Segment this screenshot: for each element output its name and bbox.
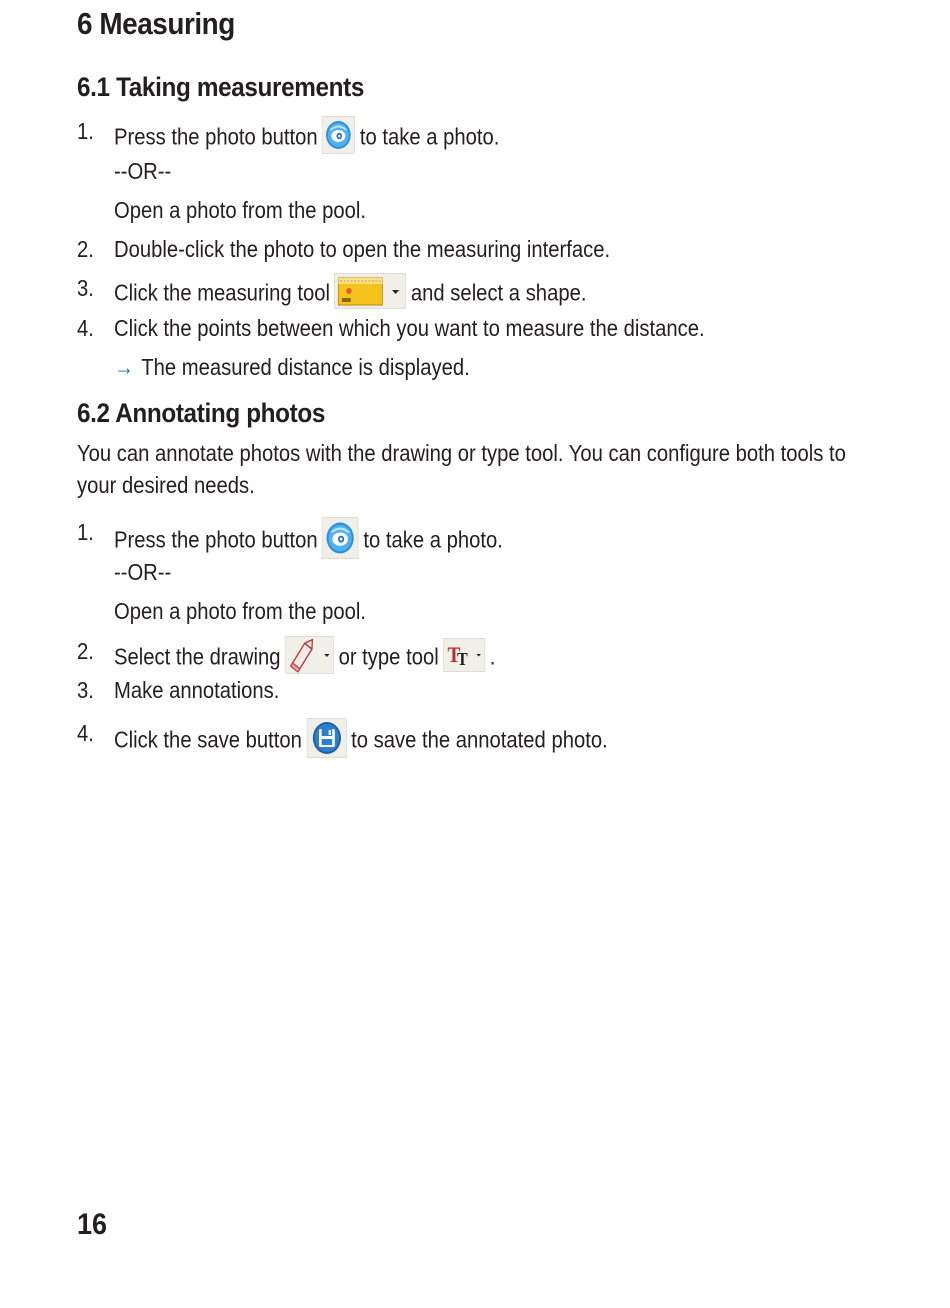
step-text: Make annotations. — [113, 677, 280, 703]
step-number: 1. — [77, 519, 94, 545]
intro-paragraph: You can annotate photos with the drawing or type tool. You can configure both tools to your desired needs. — [77, 440, 846, 498]
step-text: . — [489, 643, 496, 670]
result-text: The measured distance is displayed. — [141, 354, 470, 380]
step-text: Press the photo button — [113, 526, 318, 553]
step-text: Click the points between which you want to measure the distance. — [113, 315, 705, 341]
save-icon — [306, 718, 346, 765]
alternative-step: Open a photo from the pool. — [113, 197, 367, 223]
measuring-tool-icon — [334, 273, 406, 316]
chapter-title: 6 Measuring — [77, 6, 235, 41]
step-text: to take a photo. — [363, 526, 503, 553]
step-text: Select the drawing — [113, 643, 281, 670]
step-text: to take a photo. — [359, 123, 500, 150]
section-heading-annotating-photos: 6.2 Annotating photos — [77, 398, 326, 428]
step-number: 4. — [77, 315, 94, 341]
camera-icon — [322, 517, 359, 566]
result-arrow-icon: → — [113, 354, 135, 380]
text-tool-icon — [443, 638, 485, 679]
svg-text:T: T — [447, 643, 461, 668]
or-separator: --OR-- — [113, 158, 172, 184]
step-text: and select a shape. — [410, 279, 587, 306]
step-text: to save the annotated photo. — [351, 726, 608, 753]
step-text: Click the save button — [113, 726, 302, 753]
step-text: Click the measuring tool — [113, 279, 330, 306]
svg-text:T: T — [457, 649, 468, 670]
step-text: or type tool — [338, 643, 439, 670]
page-number: 16 — [77, 1208, 108, 1241]
step-text: Press the photo button — [113, 123, 318, 150]
step-text: Double-click the photo to open the measuring interface. — [113, 236, 611, 262]
step-number: 4. — [77, 720, 94, 746]
or-separator: --OR-- — [113, 559, 172, 585]
step-number: 1. — [77, 118, 94, 144]
step-number: 2. — [77, 236, 94, 262]
step-number: 2. — [77, 638, 94, 664]
section-heading-taking-measurements: 6.1 Taking measurements — [77, 72, 365, 102]
step-number: 3. — [77, 275, 94, 301]
step-number: 3. — [77, 677, 94, 703]
camera-icon — [322, 116, 355, 161]
pencil-icon — [285, 636, 334, 681]
alternative-step: Open a photo from the pool. — [113, 598, 367, 624]
